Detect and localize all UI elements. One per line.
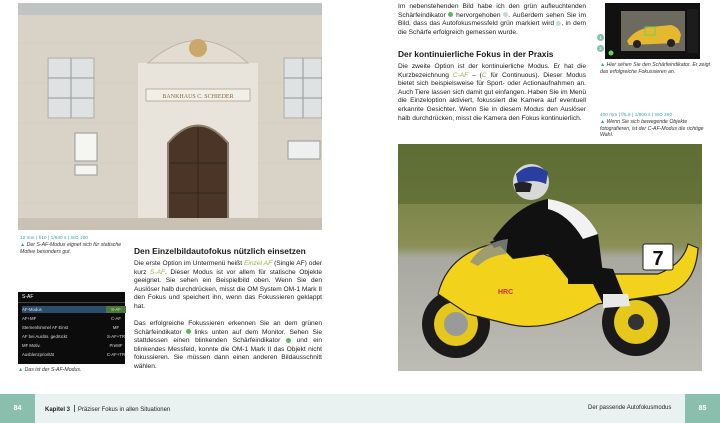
menu-caption: ▲ Das ist der S-AF-Modus.: [18, 367, 82, 373]
triangle-marker-icon: ▲: [600, 119, 606, 125]
left-heading: Den Einzelbildautofokus nützlich einsetzen: [134, 246, 306, 256]
camera-caption: ▲ Hier sehen Sie den Schärfeindikator. Er zeigt das erfolgreiche Fokussieren an.: [600, 62, 710, 75]
building-photo: [18, 3, 322, 230]
menu-row-priority[interactable]: Ausblenzpriorität C-AF+TR: [22, 352, 126, 357]
left-paragraph-1: Die erste Option im Untermenü heißt Einzel AF (Single AF) oder kurz S-AF. Dieser Modus ist vor allem für statische Objekte geeignet. Sie sehen ein Beispielbild oben. Wenn Sie den Auslöser halb durchdrücken, misst die OM System OM-1 Mark II den Fokus und speichert ihn, wenn das Fokussieren geklappt hat.: [134, 260, 322, 310]
menu-title: S-AF: [22, 294, 34, 300]
camera-screen-image: [605, 3, 700, 59]
race-number: 7: [652, 248, 664, 270]
moto-caption: ▲ Wenn Sie sich bewegende Objekte fotografieren, ist der C-AF-Modus die richtige Wahl.: [600, 119, 704, 139]
menu-row-mf[interactable]: MF Motiv. PreMF: [22, 343, 123, 348]
right-paragraph: Die zweite Option ist der kontinuierliche Modus. Er hat die Kurzbezeichnung C-AF – (C für Continuous). Dieser Modus bietet sich beispielsweise für Sport- oder Actionaufnahmen an. Auch Tiere lassen sich damit gut einfangen. Haben Sie im Menü die Einzeloption aktiviert, fokussiert die Kamera auf eventuell erkannte Gesichter. Wenn Sie in diesem Modus den Auslöser halb durchdrücken, misst die Kamera den Fokus kontinuierlich.: [398, 63, 586, 122]
menu-row-af-release[interactable]: AF bei Auslös. gedrückt S-AF+TR: [22, 334, 126, 339]
motorcycle-photo: [398, 144, 702, 371]
menu-row-star-af[interactable]: Sternenhimmel AF Einst MF: [22, 325, 120, 330]
triangle-marker-icon: ▲: [18, 367, 24, 373]
footer-right-title: Der passende Autofokusmodus: [588, 405, 672, 411]
camera-label-2: 2: [597, 45, 604, 52]
svg-text:BANKHAUS C. SCHIEDER: BANKHAUS C. SCHIEDER: [162, 94, 234, 100]
left-paragraph-2: Das erfolgreiche Fokussieren erkennen Sie an dem grünen Schärfeindikator links unten auf dem Monitor. Sehen Sie stattdessen einen blinkenden Schärfeindikator und ein blinkendes Messfeld, konnte die OM-1 Mark II das Objekt nicht fokussieren. Sie müssen dann einen anderen Bildausschnitt wählen.: [134, 320, 323, 370]
photo-caption: ▲ Der S-AF-Modus eignet sich für statische Motive besonders gut.: [20, 242, 122, 255]
menu-row-af-mode[interactable]: AF-Modus S-AF: [22, 306, 122, 313]
moto-meta: 400 mm | f/5.6 | 1/800 s | ISO 200: [600, 112, 673, 117]
triangle-marker-icon: ▲: [600, 62, 606, 68]
triangle-marker-icon: ▲: [20, 242, 26, 248]
right-intro-paragraph: Im nebenstehenden Bild habe ich den grün aufleuchtenden Schärfeindikator hervorgehoben . Außerdem sehen Sie im Bild, dass das Autofokusmessfeld grün markiert wird , in dem die Schärfe erfolgreich gemessen wurde.: [398, 3, 586, 36]
menu-row-af-mf[interactable]: AF+MF C-AF: [22, 316, 122, 321]
right-heading: Der kontinuierliche Fokus in der Praxis: [398, 49, 554, 59]
footer-chapter: Kapitel 3 Präziser Fokus in allen Situationen: [45, 407, 171, 413]
camera-label-1: 1: [597, 34, 604, 41]
af-menu-screenshot: [18, 292, 125, 364]
left-page-number: 84: [0, 394, 35, 423]
photo-meta: 12 mm | f/10 | 1/640 s | ISO 200: [20, 235, 89, 240]
svg-text:HRC: HRC: [498, 289, 514, 296]
right-page-number: 85: [685, 394, 720, 423]
